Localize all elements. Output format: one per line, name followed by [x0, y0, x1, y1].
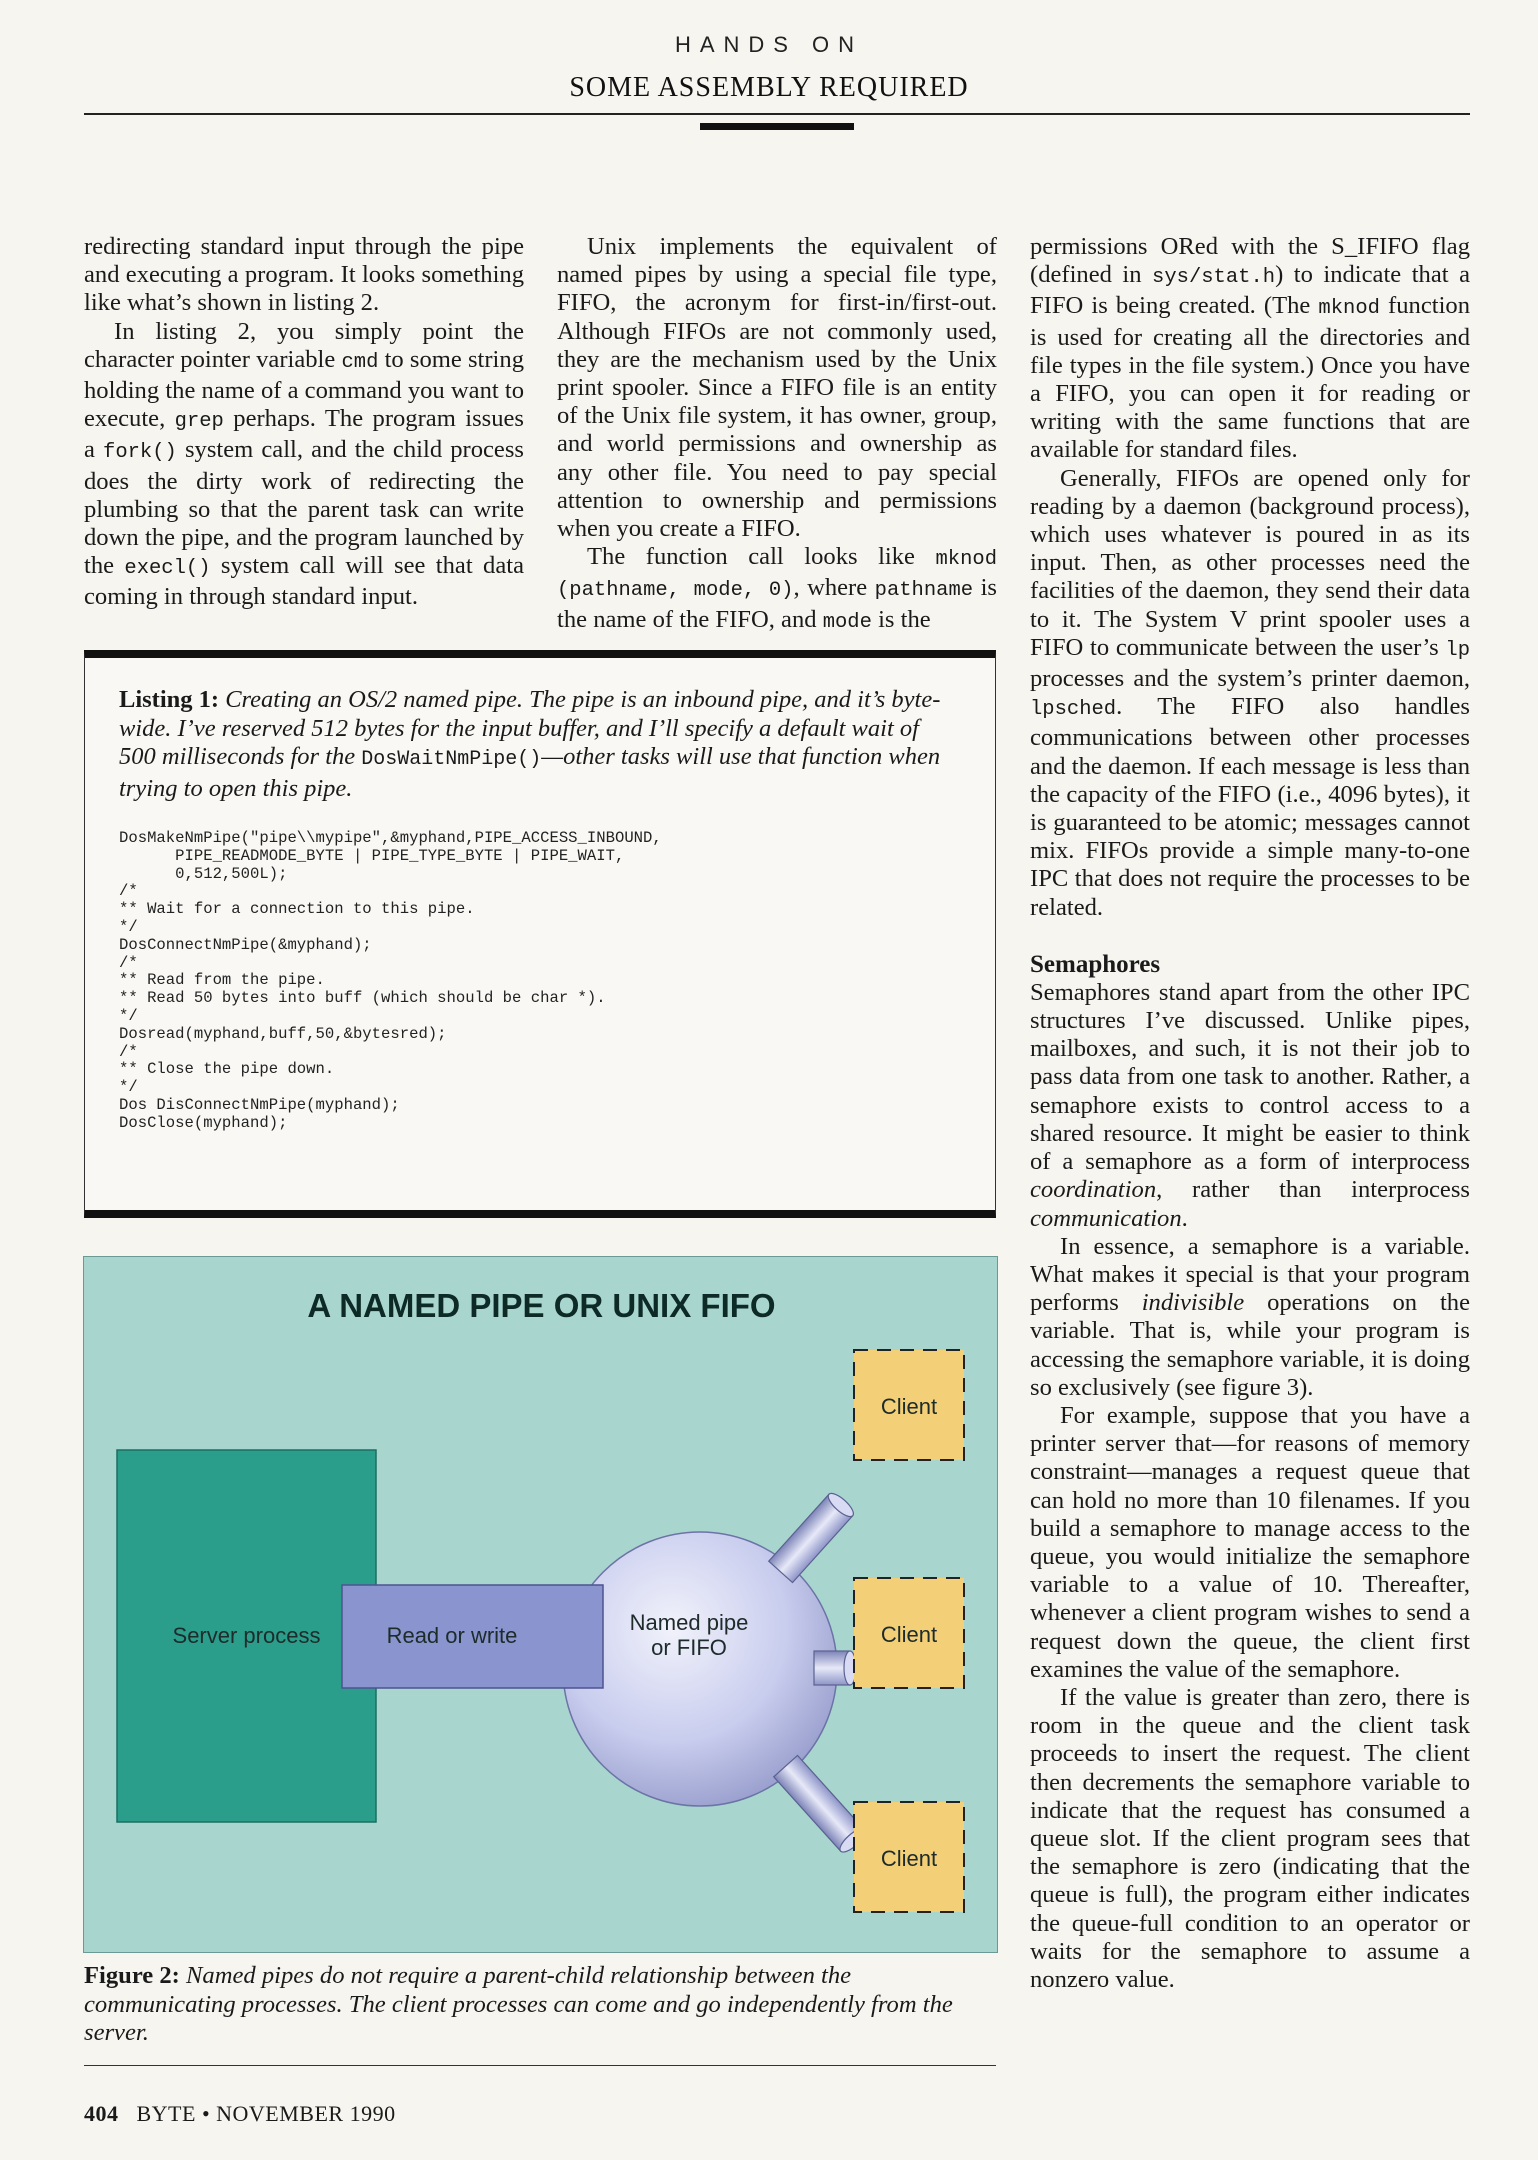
listing-1-box	[84, 650, 996, 1218]
listing-caption: Listing 1: Creating an OS/2 named pipe. The pipe is an inbound pipe, and it’s byte-wide. I’ve reserved 512 bytes for the input buffer, and I’ll specify a default wait of 500 milliseconds for the DosWaitNmPipe()—other tasks will use that function when trying to open this pipe.	[119, 686, 941, 802]
client-label-top: Client	[880, 1394, 938, 1419]
tube-middle	[814, 1651, 856, 1685]
client-label-middle: Client	[880, 1622, 938, 1647]
page-footer	[84, 2101, 396, 2127]
column-2	[557, 233, 997, 637]
named-pipe-label: Named pipe or FIFO	[629, 1610, 749, 1660]
column-3	[1030, 233, 1470, 1994]
paragraph: Unix implements the equivalent of named pipes by using a special file type, FIFO, the acronym for first-in/first-out. Although FIFOs are not commonly used, they are the mechanism used by the Unix print spooler. Since a FIFO file is an entity of the Unix file system, it has owner, group, and world permissions and ownership as any other file. You need to pay special attention to ownership and permissions when you create a FIFO.	[557, 233, 997, 543]
section-kicker: HANDS ON	[674, 32, 864, 57]
header-rule	[84, 113, 1470, 115]
paragraph: Generally, FIFOs are opened only for reading by a daemon (background process), which uses whatever is poured in as its input. Then, as other processes need the facilities of the daemon, they send their data to it. The System V print spooler uses a FIFO to communicate between the user’s lp processes and the system’s printer daemon, lpsched. The FIFO also handles communications between other processes and the daemon. If each message is less than the capacity of the FIFO (i.e., 4096 bytes), it is guaranteed to be atomic; messages cannot mix. FIFOs provide a simple many-to-one IPC that does not require the processes to be related.	[1030, 464, 1470, 921]
paragraph: If the value is greater than zero, there is room in the queue and the client task proceeds to insert the request. The client then decrements the semaphore variable to indicate that the request has consumed a queue slot. If the client program sees that the semaphore is zero (indicating that the queue is full), the program either indicates the queue-full condition to an operator or waits for the semaphore to assume a nonzero value.	[1030, 1683, 1470, 1993]
figure-2-diagram	[83, 1256, 998, 1953]
magazine-issue: BYTE • NOVEMBER 1990	[136, 2101, 396, 2126]
paragraph: For example, suppose that you have a printer server that—for reasons of memory constraint—manages a request queue that can hold no more than 10 filenames. If you build a semaphore to manage access to the queue, you would initialize the semaphore variable to a value of 10. Thereafter, whenever a client program wishes to send a request down the queue, the client first examines the value of the semaphore.	[1030, 1401, 1470, 1683]
figure-caption: Figure 2: Named pipes do not require a parent-child relationship between the communicating processes. The client processes can come and go independently from the server.	[84, 1962, 953, 2046]
server-process-label: Server process	[172, 1623, 321, 1648]
paragraph: Semaphores stand apart from the other IPC structures I’ve discussed. Unlike pipes, mailboxes, and such, it is not their job to pass data from one task to another. Rather, a semaphore exists to control access to a shared resource. It might be easier to think of a semaphore as a form of interprocess coordination, rather than interprocess communication.	[1030, 978, 1470, 1232]
paragraph: redirecting standard input through the pipe and executing a program. It looks something like what’s shown in listing 2.	[84, 233, 524, 317]
listing-code: DosMakeNmPipe("pipe\\mypipe",&myphand,PIPE_ACCESS_INBOUND, PIPE_READMODE_BYTE | PIPE_TYPE_BYTE | PIPE_WAIT, 0,512,500L); /* ** Wait for a connection to this pipe. */ DosConnectNmPipe(&myphand); /* ** Read from the pipe. ** Read 50 bytes into buff (which should be char *). */ Dosread(myphand,buff,50,&bytesred); /* ** Close the pipe down. */ Dos DisConnectNmPipe(myphand); DosClose(myphand);	[119, 829, 662, 1132]
paragraph: In essence, a semaphore is a variable. What makes it special is that your program performs indivisible operations on the variable. That is, while your program is accessing the semaphore variable, it is doing so exclusively (see figure 3).	[1030, 1232, 1470, 1401]
tube-top	[769, 1490, 857, 1583]
read-write-label: Read or write	[386, 1623, 518, 1648]
figure-title: A NAMED PIPE OR UNIX FIFO	[307, 1287, 776, 1324]
client-label-bottom: Client	[880, 1846, 938, 1871]
subheading-semaphores: Semaphores	[1030, 950, 1161, 978]
header-accent-bar	[700, 123, 854, 130]
page-number: 404	[84, 2101, 119, 2126]
section-title: SOME ASSEMBLY REQUIRED	[569, 72, 969, 103]
paragraph: permissions ORed with the S_IFIFO flag (defined in sys/stat.h) to indicate that a FIFO is being created. (The mknod function is used for creating all the directories and file types in the file system.) Once you have a FIFO, you can open it for reading or writing with the same functions that are available for standard files.	[1030, 233, 1470, 464]
paragraph: The function call looks like mknod (pathname, mode, 0), where pathname is the name of the FIFO, and mode is the	[557, 543, 997, 634]
column-1	[84, 233, 524, 612]
caption-rule	[84, 2065, 996, 2066]
paragraph: In listing 2, you simply point the character pointer variable cmd to some string holding the name of a command you want to execute, grep perhaps. The program issues a fork() system call, and the child process does the dirty work of redirecting the plumbing so that the parent task can write down the pipe, and the program launched by the execl() system call will see that data coming in through standard input.	[84, 317, 525, 611]
